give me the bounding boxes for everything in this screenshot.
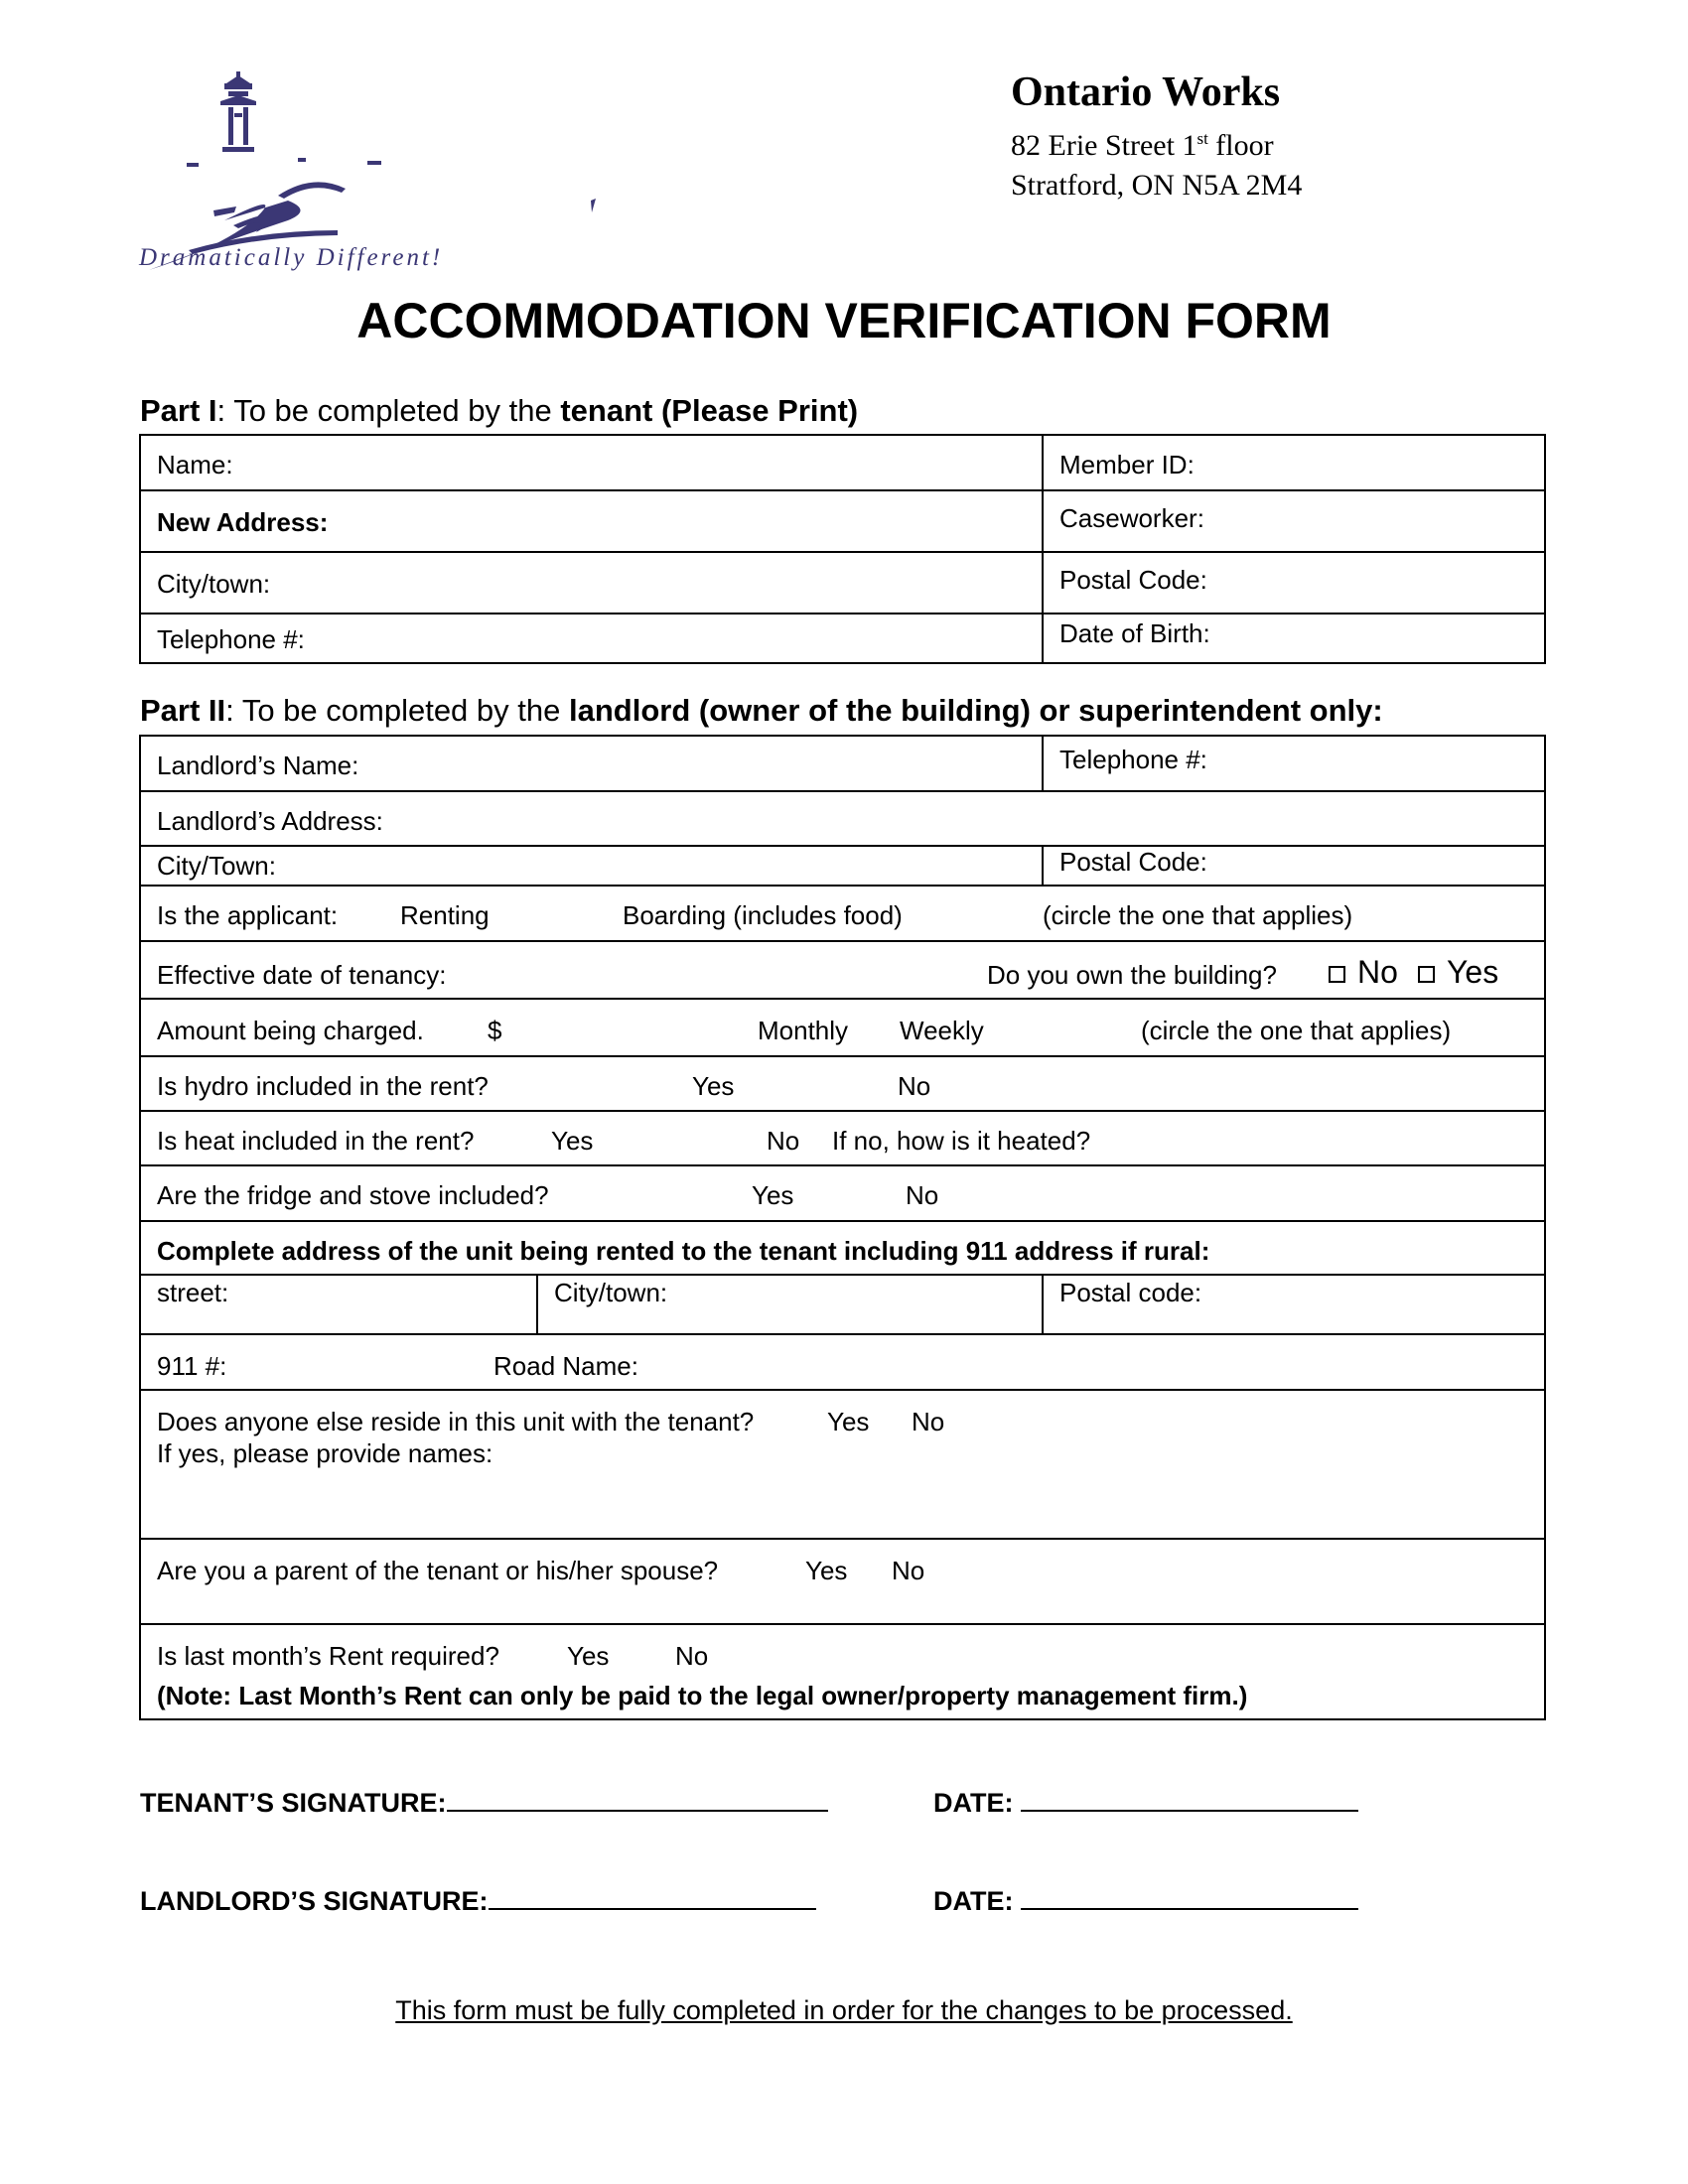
office-street-main: 82 Erie Street 1: [1011, 129, 1197, 162]
hydro-question: Is hydro included in the rent?: [157, 1071, 489, 1101]
part2-row: [141, 942, 1544, 1000]
part1-table: [139, 434, 1546, 664]
option-weekly[interactable]: Weekly: [900, 1016, 984, 1045]
landlord-telephone-field[interactable]: [1044, 737, 1544, 790]
landlord-name-label: Landlord’s Name:: [157, 751, 359, 780]
amount-label: Amount being charged.: [157, 1016, 424, 1045]
tenancy-date-label: Effective date of tenancy:: [157, 960, 447, 990]
landlord-postal-field[interactable]: [1044, 847, 1544, 885]
landlord-address-label: Landlord’s Address:: [157, 806, 383, 836]
rural-address-row: [141, 1335, 1544, 1389]
office-address: [1011, 66, 1302, 205]
tenant-signature-line[interactable]: [140, 1784, 828, 1819]
hydro-yes[interactable]: Yes: [692, 1071, 735, 1101]
part2-row: [141, 847, 1544, 887]
own-no-label: No: [1357, 954, 1398, 990]
unit-street-label: street:: [157, 1278, 229, 1307]
amount-row: [141, 1000, 1544, 1055]
landlord-city-field[interactable]: [141, 847, 1044, 885]
tenant-date-label: DATE:: [933, 1788, 1014, 1818]
part2-label-landlord: landlord (owner of the building) or superintendent only:: [568, 693, 1383, 728]
fridge-question: Are the fridge and stove included?: [157, 1180, 549, 1210]
own-yes-option[interactable]: [1418, 954, 1498, 991]
part2-row: [141, 887, 1544, 942]
office-street-floor: floor: [1207, 129, 1274, 162]
tenant-name-label: Name:: [157, 450, 233, 479]
member-id-label: Member ID:: [1059, 450, 1195, 479]
own-yes-label: Yes: [1447, 954, 1499, 990]
dob-label: Date of Birth:: [1059, 618, 1210, 648]
landlord-date-blank[interactable]: [1021, 1882, 1358, 1910]
caseworker-label: Caseworker:: [1059, 503, 1204, 533]
reside-question: Does anyone else reside in this unit with the tenant?: [157, 1407, 755, 1436]
unit-address-heading-text: Complete address of the unit being rented to the tenant including 911 address if rural:: [157, 1236, 1210, 1266]
last-month-no[interactable]: No: [675, 1641, 709, 1671]
unit-city-label: City/town:: [554, 1278, 668, 1307]
part1-label: Part I: [140, 393, 217, 428]
last-month-question: Is last month’s Rent required?: [157, 1641, 499, 1671]
tenant-city-label: City/town:: [157, 569, 271, 599]
logo-tagline: Dramatically Different!: [139, 244, 444, 271]
dob-field[interactable]: [1044, 614, 1544, 662]
num911-label[interactable]: 911 #:: [157, 1351, 227, 1381]
part1-heading: [140, 393, 858, 429]
tenant-date-line[interactable]: [933, 1784, 1358, 1819]
parent-question: Are you a parent of the tenant or his/her spouse?: [157, 1556, 719, 1585]
hydro-row: [141, 1057, 1544, 1110]
office-street-sup: st: [1196, 129, 1208, 148]
fridge-yes[interactable]: Yes: [752, 1180, 794, 1210]
unit-street-field[interactable]: [141, 1276, 538, 1333]
part2-row: [141, 1112, 1544, 1166]
landlord-signature-line[interactable]: [140, 1882, 816, 1917]
caseworker-field[interactable]: [1044, 491, 1544, 551]
last-month-note: (Note: Last Month’s Rent can only be paid to the legal owner/property management firm.): [157, 1681, 1248, 1710]
unit-postal-label: Postal code:: [1059, 1278, 1202, 1307]
own-no-option[interactable]: [1329, 954, 1398, 991]
part2-row: [141, 1540, 1544, 1625]
part2-row: [141, 1166, 1544, 1222]
tenant-telephone-label: Telephone #:: [157, 624, 305, 654]
part1-row: [141, 491, 1544, 553]
heat-row: [141, 1112, 1544, 1164]
part2-row: [141, 792, 1544, 847]
landlord-signature-blank[interactable]: [489, 1882, 816, 1910]
tenant-signature-label: TENANT’S SIGNATURE:: [140, 1788, 447, 1818]
applicant-note: (circle the one that applies): [1043, 900, 1353, 930]
last-month-yes[interactable]: Yes: [567, 1641, 610, 1671]
option-boarding[interactable]: Boarding (includes food): [623, 900, 903, 930]
currency-symbol: $: [488, 1016, 502, 1045]
part1-row: [141, 553, 1544, 614]
last-month-row: [141, 1625, 1544, 1718]
parent-row: [141, 1540, 1544, 1623]
reside-yes[interactable]: Yes: [827, 1407, 870, 1436]
heat-no[interactable]: No: [767, 1126, 800, 1156]
part1-row: [141, 614, 1544, 662]
landlord-address-field[interactable]: [141, 792, 1544, 845]
parent-yes[interactable]: Yes: [805, 1556, 848, 1585]
member-id-field[interactable]: [1044, 436, 1544, 489]
landlord-date-label: DATE:: [933, 1886, 1014, 1916]
landlord-telephone-label: Telephone #:: [1059, 745, 1207, 774]
tenant-name-field[interactable]: [141, 436, 1044, 489]
tenant-city-field[interactable]: [141, 553, 1044, 613]
unit-postal-field[interactable]: [1044, 1276, 1544, 1333]
fridge-no[interactable]: No: [906, 1180, 939, 1210]
heat-yes[interactable]: Yes: [551, 1126, 594, 1156]
part2-label-rest: : To be completed by the: [225, 693, 569, 728]
parent-no[interactable]: No: [892, 1556, 925, 1585]
reside-names-label: If yes, please provide names:: [157, 1438, 493, 1468]
applicant-status-row: [141, 887, 1544, 940]
office-name: Ontario Works: [1011, 69, 1281, 115]
option-renting[interactable]: Renting: [400, 900, 490, 930]
part2-heading: [140, 693, 1383, 729]
reside-no[interactable]: No: [912, 1407, 945, 1436]
part2-label: Part II: [140, 693, 226, 728]
landlord-name-field[interactable]: [141, 737, 1044, 790]
office-street: [1011, 119, 1302, 166]
road-name-label[interactable]: Road Name:: [493, 1351, 638, 1381]
reside-row: [141, 1391, 1544, 1538]
yes-checkbox[interactable]: [1418, 966, 1435, 983]
amount-note: (circle the one that applies): [1141, 1016, 1452, 1045]
part2-row: [141, 1335, 1544, 1391]
unit-city-field[interactable]: [538, 1276, 1044, 1333]
part2-row: [141, 1391, 1544, 1540]
part2-row: [141, 1276, 1544, 1335]
option-monthly[interactable]: Monthly: [758, 1016, 849, 1045]
tenancy-row: [141, 942, 1544, 998]
landlord-date-line[interactable]: [933, 1882, 1358, 1917]
part2-row: [141, 1625, 1544, 1718]
part2-row: [141, 1222, 1544, 1276]
footer-note: This form must be fully completed in order for the changes to be processed.: [395, 1995, 1293, 2025]
part1-label-tenant: tenant (Please Print): [560, 393, 859, 428]
part2-row: [141, 1000, 1544, 1057]
landlord-signature-label: LANDLORD’S SIGNATURE:: [140, 1886, 489, 1916]
hydro-no[interactable]: No: [898, 1071, 931, 1101]
landlord-postal-label: Postal Code:: [1059, 847, 1207, 877]
part2-table: [139, 735, 1546, 1720]
part1-row: [141, 436, 1544, 491]
own-building-question: Do you own the building?: [987, 960, 1277, 990]
part2-row: [141, 737, 1544, 792]
tenant-postal-field[interactable]: [1044, 553, 1544, 613]
tenant-date-blank[interactable]: [1021, 1784, 1358, 1812]
landlord-city-label: City/Town:: [157, 851, 276, 881]
applicant-question: Is the applicant:: [157, 900, 339, 930]
no-checkbox[interactable]: [1329, 966, 1345, 983]
tenant-signature-blank[interactable]: [447, 1784, 828, 1812]
new-address-label: New Address:: [157, 507, 329, 537]
new-address-field[interactable]: [141, 491, 1044, 551]
office-city: Stratford, ON N5A 2M4: [1011, 169, 1303, 202]
form-title: ACCOMMODATION VERIFICATION FORM: [356, 293, 1332, 348]
part2-row: [141, 1057, 1544, 1112]
heat-question: Is heat included in the rent?: [157, 1126, 475, 1156]
tenant-postal-label: Postal Code:: [1059, 565, 1207, 595]
part1-label-rest: : To be completed by the: [216, 393, 561, 428]
unit-address-heading: [141, 1222, 1544, 1274]
heat-followup: If no, how is it heated?: [832, 1126, 1091, 1156]
tenant-telephone-field[interactable]: [141, 614, 1044, 662]
fridge-row: [141, 1166, 1544, 1220]
